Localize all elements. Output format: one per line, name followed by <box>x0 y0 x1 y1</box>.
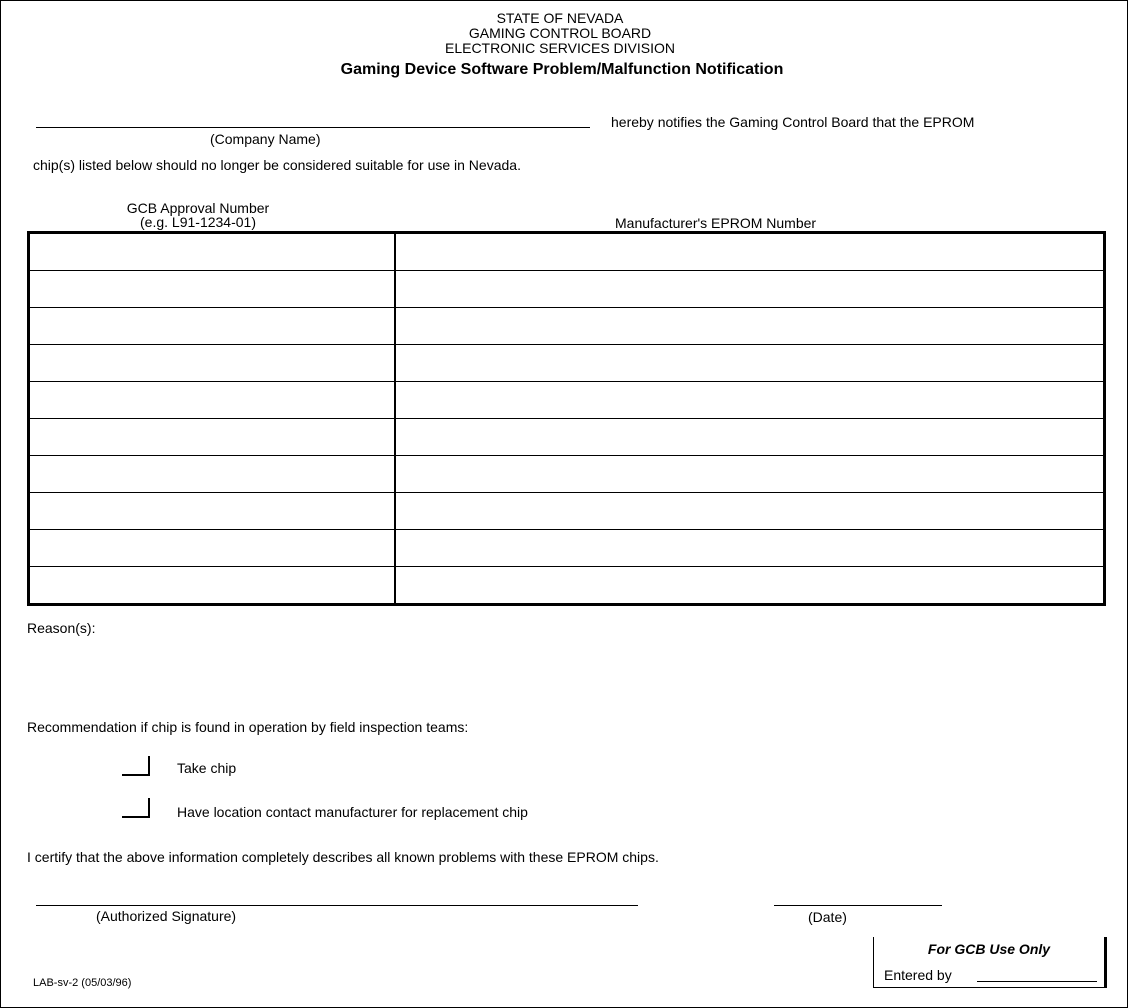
table-row <box>29 233 1105 271</box>
date-field[interactable] <box>774 905 942 906</box>
gcb-approval-cell[interactable] <box>29 382 396 419</box>
eprom-number-cell[interactable] <box>395 530 1105 567</box>
table-row <box>29 493 1105 530</box>
entered-by-label: Entered by <box>884 967 952 983</box>
gcb-approval-cell[interactable] <box>29 493 396 530</box>
eprom-number-cell[interactable] <box>395 419 1105 456</box>
contact-manufacturer-checkbox[interactable] <box>122 798 150 818</box>
take-chip-checkbox[interactable] <box>122 756 150 776</box>
signature-field[interactable] <box>36 905 638 906</box>
gcb-approval-cell[interactable] <box>29 308 396 345</box>
table-row <box>29 271 1105 308</box>
table-row <box>29 308 1105 345</box>
recommendation-prompt: Recommendation if chip is found in operation by field inspection teams: <box>27 719 469 735</box>
notice-line-1: hereby notifies the Gaming Control Board that the EPROM <box>611 114 975 130</box>
table-row <box>29 456 1105 493</box>
eprom-number-cell[interactable] <box>395 271 1105 308</box>
eprom-number-cell[interactable] <box>395 456 1105 493</box>
table-row <box>29 419 1105 456</box>
eprom-number-cell[interactable] <box>395 567 1105 605</box>
table-row <box>29 382 1105 419</box>
gcb-use-box <box>873 937 1107 988</box>
header-board: GAMING CONTROL BOARD <box>468 25 652 41</box>
gcb-approval-cell[interactable] <box>29 345 396 382</box>
notice-line-2: chip(s) listed below should no longer be considered suitable for use in Nevada. <box>33 157 521 173</box>
company-name-caption: (Company Name) <box>210 131 321 147</box>
company-name-field[interactable] <box>36 127 590 128</box>
gcb-use-title: For GCB Use Only <box>927 941 1051 957</box>
eprom-number-cell[interactable] <box>395 493 1105 530</box>
eprom-number-cell[interactable] <box>395 308 1105 345</box>
gcb-approval-example: (e.g. L91-1234-01) <box>140 214 256 230</box>
gcb-approval-cell[interactable] <box>29 456 396 493</box>
gcb-approval-cell[interactable] <box>29 419 396 456</box>
gcb-approval-cell[interactable] <box>29 271 396 308</box>
entered-by-field[interactable] <box>977 981 1097 982</box>
signature-caption: (Authorized Signature) <box>96 908 237 924</box>
eprom-number-header: Manufacturer's EPROM Number <box>615 215 817 231</box>
take-chip-label: Take chip <box>177 760 237 776</box>
header-division: ELECTRONIC SERVICES DIVISION <box>444 40 675 56</box>
contact-manufacturer-label: Have location contact manufacturer for replacement chip <box>177 804 528 820</box>
reasons-label: Reason(s): <box>27 620 96 636</box>
eprom-number-cell[interactable] <box>395 233 1105 271</box>
gcb-approval-cell[interactable] <box>29 233 396 271</box>
gcb-approval-header: GCB Approval Number <box>126 200 270 216</box>
table-row <box>29 530 1105 567</box>
table-row <box>29 345 1105 382</box>
eprom-number-cell[interactable] <box>395 382 1105 419</box>
form-code: LAB-sv-2 (05/03/96) <box>33 977 132 989</box>
gcb-approval-cell[interactable] <box>29 530 396 567</box>
header-state: STATE OF NEVADA <box>496 10 624 26</box>
eprom-number-cell[interactable] <box>395 345 1105 382</box>
certify-statement: I certify that the above information completely describes all known problems with these EPROM chips. <box>27 849 659 865</box>
form-title: Gaming Device Software Problem/Malfunction Notification <box>340 61 784 78</box>
date-caption: (Date) <box>808 909 847 925</box>
gcb-approval-cell[interactable] <box>29 567 396 605</box>
table-row <box>29 567 1105 605</box>
eprom-table <box>27 231 1106 606</box>
